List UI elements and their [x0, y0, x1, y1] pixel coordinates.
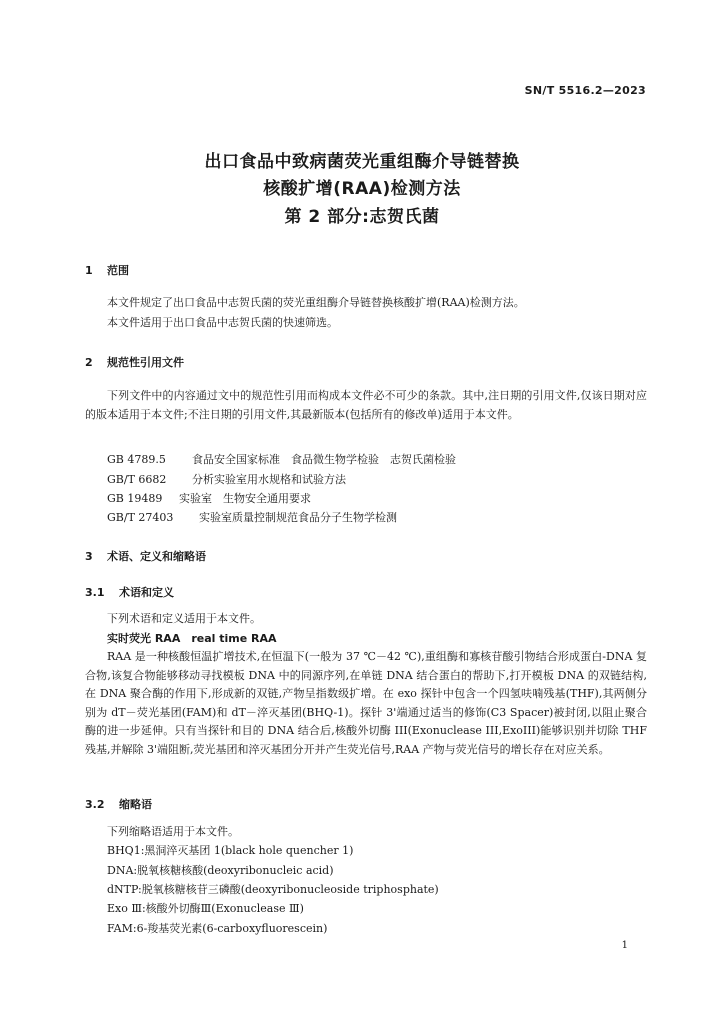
- abbreviation-item: Exo Ⅲ:核酸外切酶Ⅲ(Exonuclease Ⅲ): [107, 902, 304, 915]
- section-number: 3.2: [85, 798, 105, 811]
- section-title: 缩略语: [119, 798, 152, 811]
- section-3-2-intro: 下列缩略语适用于本文件。: [107, 825, 239, 838]
- section-number: 1: [85, 264, 93, 277]
- document-title-line-3: 第 2 部分:志贺氏菌: [284, 207, 440, 227]
- section-number: 2: [85, 356, 93, 369]
- section-3-1-intro: 下列术语和定义适用于本文件。: [107, 612, 261, 625]
- reference-item: [107, 451, 456, 467]
- reference-item: [107, 509, 397, 525]
- section-number: 3.1: [85, 586, 105, 599]
- reference-title: 食品安全国家标准 食品微生物学检验 志贺氏菌检验: [192, 453, 456, 466]
- section-1-paragraph-1: 本文件规定了出口食品中志贺氏菌的荧光重组酶介导链替换核酸扩增(RAA)检测方法。: [107, 296, 525, 309]
- section-title: 范围: [107, 264, 129, 277]
- reference-item: [107, 490, 311, 506]
- reference-title: 分析实验室用水规格和试验方法: [192, 473, 346, 486]
- reference-code: GB 19489: [107, 492, 163, 505]
- section-2-intro: 下列文件中的内容通过文中的规范性引用而构成本文件必不可少的条款。其中,注日期的引用文件,仅该日期对应的版本适用于本文件;不注日期的引用文件,其最新版本(包括所有的修改单)适用于本文件。: [85, 389, 647, 421]
- abbreviation-item: DNA:脱氧核糖核酸(deoxyribonucleic acid): [107, 864, 334, 877]
- page-number: 1: [621, 940, 628, 951]
- section-number: 3: [85, 550, 93, 563]
- section-title: 规范性引用文件: [107, 356, 184, 369]
- reference-code: GB/T 6682: [107, 473, 167, 486]
- document-title-line-1: 出口食品中致病菌荧光重组酶介导链替换: [204, 152, 520, 172]
- reference-item: [107, 471, 346, 487]
- section-title: 术语、定义和缩略语: [107, 550, 206, 563]
- standard-code: SN/T 5516.2—2023: [524, 84, 646, 97]
- section-title: 术语和定义: [119, 586, 174, 599]
- section-1-heading: [85, 262, 129, 278]
- reference-code: GB/T 27403: [107, 511, 174, 524]
- section-3-1-heading: [85, 584, 174, 600]
- term-definition: RAA 是一种核酸恒温扩增技术,在恒温下(一般为 37 ℃－42 ℃),重组酶和寡核苷酸引物结合形成蛋白-DNA 复合物,该复合物能够移动寻找模板 DNA 中的同源序列,在单链 DNA 结合蛋白的帮助下,打开模板 DNA 的双链结构,在 DNA 聚合酶的作用下,形成新的双链,产物呈指数级扩增。在 exo 探针中包含一个四氢呋喃残基(THF),其两侧分别为 dT－荧光基团(FAM)和 dT－淬灭基团(BHQ-1)。探针 3'端通过适当的修饰(C3 Spacer)被封闭,以阻止聚合酶的进一步延伸。只有当探针和目的 DNA 结合后,核酸外切酶 III(Exonuclease III,ExoIII)能够识别并切除 THF 残基,并解除 3'端阻断,荧光基团和淬灭基团分开并产生荧光信号,RAA 产物与荧光信号的增长存在对应关系。: [85, 650, 647, 756]
- term-entry: 实时荧光 RAA real time RAA: [107, 632, 277, 645]
- abbreviation-item: BHQ1:黑洞淬灭基团 1(black hole quencher 1): [107, 844, 354, 857]
- abbreviation-item: dNTP:脱氧核糖核苷三磷酸(deoxyribonucleoside triphosphate): [107, 883, 439, 896]
- section-3-2-heading: [85, 796, 152, 812]
- section-2-heading: [85, 354, 184, 370]
- reference-title: 实验室质量控制规范食品分子生物学检测: [199, 511, 397, 524]
- reference-code: GB 4789.5: [107, 453, 166, 466]
- section-1-paragraph-2: 本文件适用于出口食品中志贺氏菌的快速筛选。: [107, 316, 338, 329]
- reference-title: 实验室 生物安全通用要求: [179, 492, 311, 505]
- document-title-line-2: 核酸扩增(RAA)检测方法: [263, 179, 461, 199]
- section-3-heading: [85, 548, 206, 564]
- abbreviation-item: FAM:6-羧基荧光素(6-carboxyfluorescein): [107, 922, 328, 935]
